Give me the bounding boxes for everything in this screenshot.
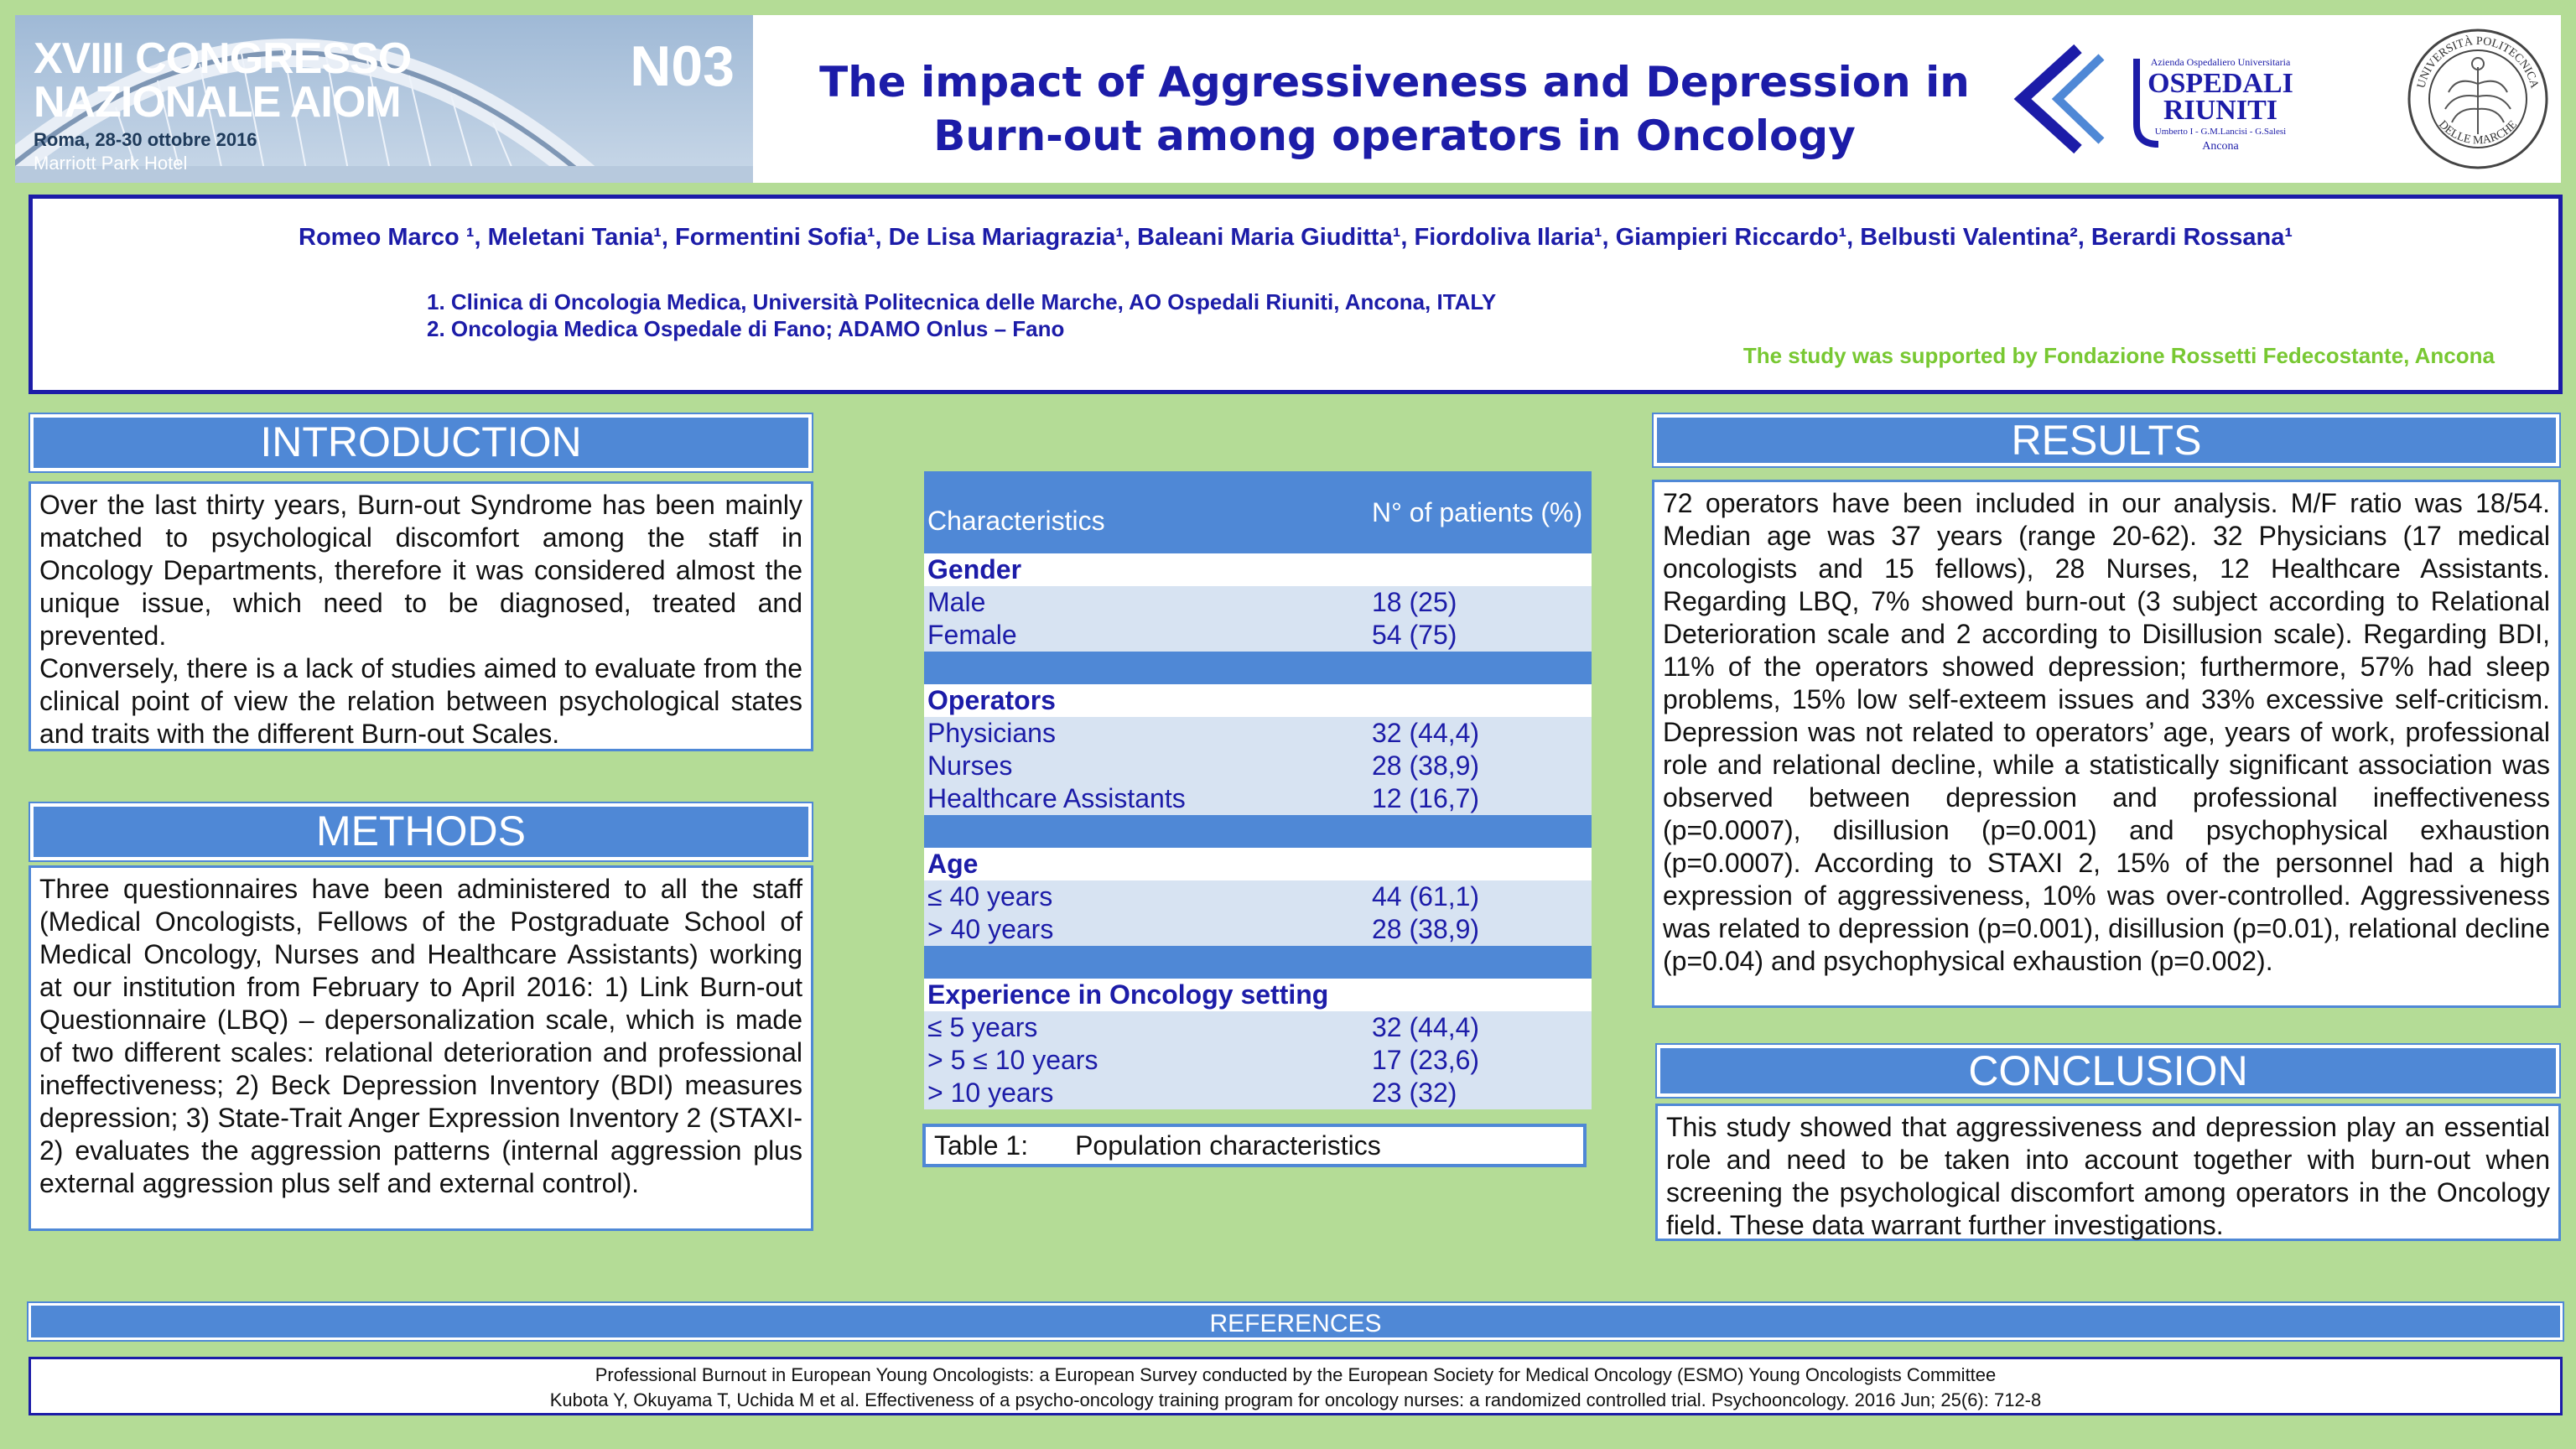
table-category-row: [924, 979, 1592, 1011]
table-row: [924, 913, 1592, 946]
affiliation-2: 2. Oncologia Medica Ospedale di Fano; ADAMO Onlus – Fano: [427, 316, 1065, 341]
congress-venue: Marriott Park Hotel: [34, 153, 188, 174]
seal-text-bottom: DELLE MARCHE: [2435, 118, 2521, 148]
table-cell-count: 44 (61,1): [1368, 880, 1592, 913]
table-cell-characteristic: > 5 ≤ 10 years: [924, 1044, 1368, 1077]
methods-body: Three questionnaires have been administered to all the staff (Medical Oncologists, Fellows of the Postgraduate School of Medical Oncology, Nurses and Healthcare Assistants) working at our institution from February to April 2016: 1) Link Burn-out Questionnaire (LBQ) – depersonalization scale, which is made of two different scales: relational deterioration and professional ineffectiveness; 2) Beck Depression Inventory (BDI) measures depression; 3) State-Trait Anger Expression Inventory 2 (STAXI-2) evaluates the aggression patterns (internal aggression plus external aggression plus self and external control).: [29, 865, 813, 1231]
table-row: [924, 1011, 1592, 1044]
hospital-logo-line3: RIUNITI: [2163, 95, 2278, 126]
table-row: [924, 619, 1592, 652]
table-cell-characteristic: Operators: [924, 684, 1368, 717]
affiliation-1: 1. Clinica di Oncologia Medica, Università Politecnica delle Marche, AO Ospedali Riuniti, Ancona, ITALY: [427, 289, 1497, 314]
table-row: [924, 586, 1592, 619]
results-heading: RESULTS: [1654, 414, 2559, 466]
congress-banner: [15, 15, 753, 183]
table-cell-characteristic: ≤ 5 years: [924, 1011, 1368, 1044]
table-cell-characteristic: Physicians: [924, 717, 1368, 750]
hospital-logo: [2011, 40, 2313, 158]
methods-heading: METHODS: [30, 803, 812, 860]
table-cell-count: [1368, 553, 1592, 586]
congress-name-line1: XVIII CONGRESSO: [34, 34, 412, 83]
references-box: [29, 1357, 2563, 1415]
hospital-logo-line4: Umberto I - G.M.Lancisi - G.Salesi: [2154, 127, 2287, 137]
table-cell-count: 17 (23,6): [1368, 1044, 1592, 1077]
table-cell-characteristic: Nurses: [924, 750, 1368, 782]
references-heading: REFERENCES: [29, 1303, 2563, 1340]
introduction-paragraph-1: Over the last thirty years, Burn-out Syndrome has been mainly matched to psychological discomfort among the staff in Oncology Departments, therefore it was considered almost the unique issue, which need to be diagnosed, treated and prevented.: [39, 490, 802, 651]
congress-name-line2: NAZIONALE AIOM: [34, 78, 401, 127]
table-cell-count: 18 (25): [1368, 586, 1592, 619]
reference-2: Kubota Y, Okuyama T, Uchida M et al. Effectiveness of a psycho-oncology training program for oncology nurses: a randomized controlled trial. Psychooncology. 2016 Jun; 25(6): 712-8: [549, 1389, 2042, 1410]
population-table: [924, 471, 1592, 1109]
congress-dates: Roma, 28-30 ottobre 2016: [34, 129, 257, 150]
table-category-row: [924, 684, 1592, 717]
table-cell-characteristic: Gender: [924, 553, 1368, 586]
table-cell-characteristic: > 10 years: [924, 1077, 1368, 1109]
table-separator-row: [924, 652, 1592, 684]
table-separator-row: [924, 815, 1592, 848]
table-row: [924, 717, 1592, 750]
table-cell-count: 12 (16,7): [1368, 782, 1592, 815]
table-row: [924, 750, 1592, 782]
table-separator-row: [924, 946, 1592, 979]
table-cell-characteristic: [924, 652, 1368, 684]
title-box: [753, 15, 2561, 183]
poster-title: The impact of Aggressiveness and Depression in Burn-out among operators in Oncology: [819, 58, 1970, 160]
introduction-paragraph-2: Conversely, there is a lack of studies aimed to evaluate from the clinical point of view the relation between psychological states and traits with the different Burn-out Scales.: [39, 653, 802, 749]
table-category-row: [924, 848, 1592, 880]
table-cell-count: 32 (44,4): [1368, 717, 1592, 750]
table-cell-characteristic: [924, 946, 1368, 979]
table-cell-characteristic: Experience in Oncology setting: [924, 979, 1368, 1011]
results-body: 72 operators have been included in our analysis. M/F ratio was 18/54. Median age was 37 years (range 20-62). 32 Physicians (17 medical oncologists and 15 fellows), 28 Nurses, 12 Healthcare Assistants. Regarding LBQ, 7% showed burn-out (3 subject according to Relational Deterioration scale and 2 according to Disillusion scale). Regarding BDI, 11% of the operators showed depression; furthermore, 57% had sleep problems, 15% low self-exteem issues and 33% excessive self-criticism. Depression was not related to operators’ age, years of work, professional role and relational decline, while a statistically significant association was observed between depression and professional ineffectiveness (p=0.0007), disillusion (p=0.001) and psychophysical exhaustion (p=0.0007). According to STAXI 2, 15% of the personnel had a high expression of aggressiveness, 10% was over-controlled. Aggressiveness was related to depression (p=0.001), disillusion (p=0.01), relational decline (p=0.04) and psychophysical exhaustion (p=0.002).: [1652, 480, 2561, 1008]
table-category-row: [924, 553, 1592, 586]
table-caption-text: Population characteristics: [1075, 1130, 1381, 1161]
funding-note: The study was supported by Fondazione Rossetti Fedecostante, Ancona: [1742, 343, 2495, 368]
table-cell-count: 54 (75): [1368, 619, 1592, 652]
table-header-row: [924, 471, 1592, 553]
table-cell-characteristic: ≤ 40 years: [924, 880, 1368, 913]
table-header-patients: N° of patients (%): [1368, 471, 1592, 553]
table-cell-count: 32 (44,4): [1368, 1011, 1592, 1044]
table-cell-characteristic: Male: [924, 586, 1368, 619]
university-seal-logo: [2407, 25, 2549, 173]
hospital-logo-line5: Ancona: [2202, 140, 2239, 153]
table-cell-count: [1368, 946, 1592, 979]
table-cell-count: [1368, 652, 1592, 684]
table-cell-count: [1368, 979, 1592, 1011]
reference-1: Professional Burnout in European Young Oncologists: a European Survey conducted by the European Society for Medical Oncology (ESMO) Young Oncologists Committee: [595, 1364, 1997, 1385]
table-cell-count: 28 (38,9): [1368, 750, 1592, 782]
table-row: [924, 782, 1592, 815]
seal-text-top: UNIVERSITÀ POLITECNICA: [2415, 34, 2541, 90]
hospital-logo-line2: OSPEDALI: [2148, 68, 2293, 99]
introduction-body: [29, 481, 813, 751]
table-row: [924, 1044, 1592, 1077]
table-cell-characteristic: > 40 years: [924, 913, 1368, 946]
table-cell-characteristic: Female: [924, 619, 1368, 652]
table-caption: [922, 1124, 1587, 1167]
conclusion-heading: CONCLUSION: [1657, 1045, 2559, 1097]
table-cell-count: 28 (38,9): [1368, 913, 1592, 946]
table-cell-count: [1368, 848, 1592, 880]
table-row: [924, 880, 1592, 913]
table-cell-characteristic: Healthcare Assistants: [924, 782, 1368, 815]
introduction-heading: INTRODUCTION: [30, 414, 812, 471]
table-cell-characteristic: [924, 815, 1368, 848]
conclusion-body: This study showed that aggressiveness and depression play an essential role and need to be taken into account together with burn-out when screening the psychological discomfort among operators in the Oncology field. These data warrant further investigations.: [1655, 1104, 2561, 1241]
table-row: [924, 1077, 1592, 1109]
table-cell-count: [1368, 684, 1592, 717]
authors-box: [29, 195, 2563, 394]
table-header-characteristics: Characteristics: [924, 471, 1368, 553]
table-cell-count: [1368, 815, 1592, 848]
poster-code: N03: [630, 34, 735, 98]
table-cell-characteristic: Age: [924, 848, 1368, 880]
table-caption-number: Table 1:: [934, 1130, 1029, 1161]
hospital-logo-line1: Azienda Ospedaliero Universitaria: [2150, 56, 2291, 68]
table-cell-count: 23 (32): [1368, 1077, 1592, 1109]
author-list: Romeo Marco ¹, Meletani Tania¹, Formentini Sofia¹, De Lisa Mariagrazia¹, Baleani Maria Giuditta¹, Fiordoliva Ilaria¹, Giampieri Riccardo¹, Belbusti Valentina², Berardi Rossana¹: [299, 224, 2293, 251]
